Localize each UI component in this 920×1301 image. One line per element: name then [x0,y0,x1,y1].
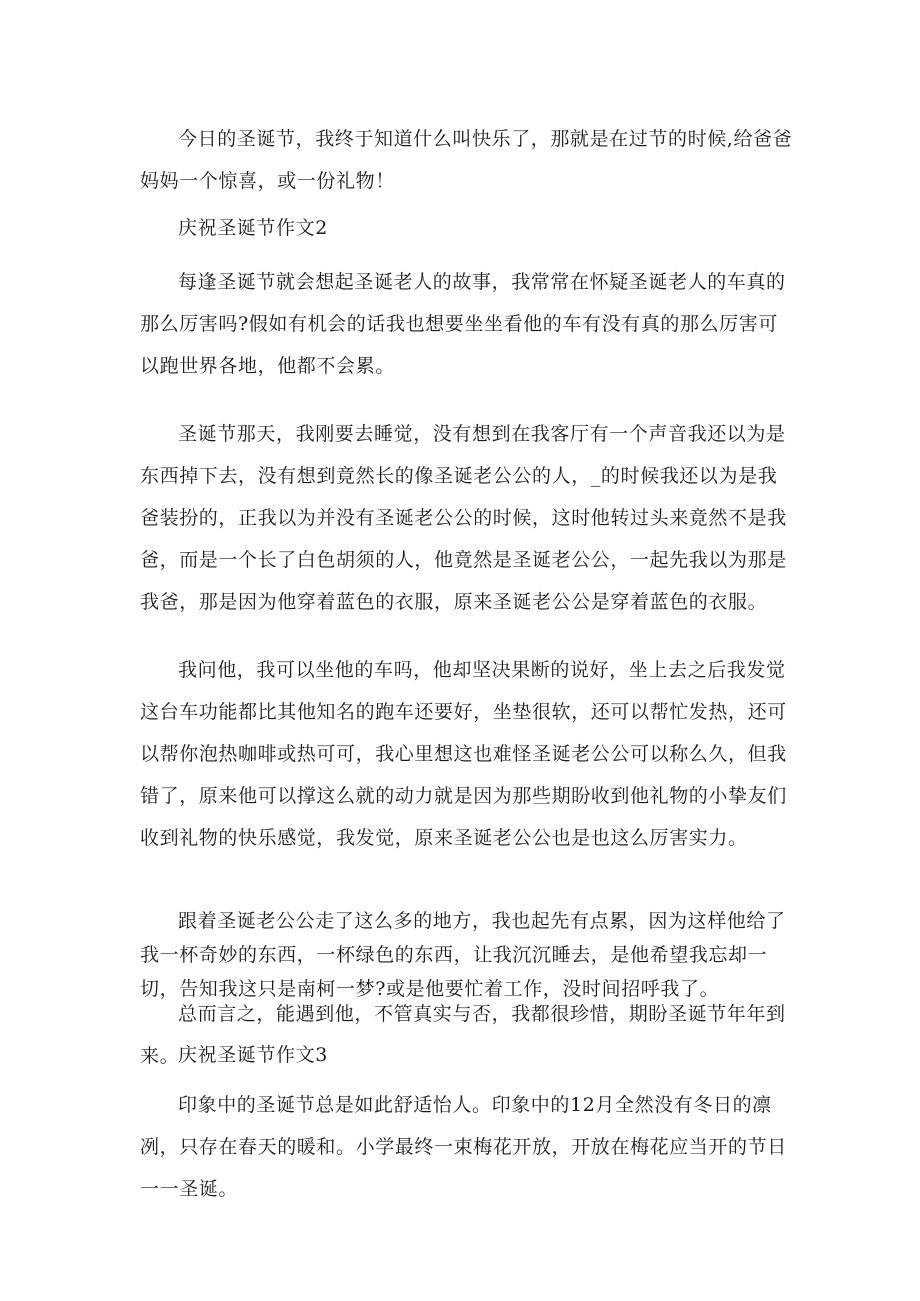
paragraph-essay-2-dream: 跟着圣诞老公公走了这么多的地方，我也起先有点累，因为这样他给了我一杯奇妙的东西，一杯绿色的东西，让我沉沉睡去，是他希望我忘却一切，告知我这只是南柯一梦?或是他要忙着工作，没时间招呼我了。 [140,910,786,1000]
paragraph-essay-2-christmas-night: 圣诞节那天，我刚要去睡觉，没有想到在我客厅有一个声音我还以为是东西掉下去，没有想到竟然长的像圣诞老公公的人，_的时候我还以为是我爸装扮的，正我以为并没有圣诞老公公的时候，这时他转过头来竟然不是我爸，而是一个长了白色胡须的人，他竟然是圣诞老公公，一起先我以为那是我爸，那是因为他穿着蓝色的衣服，原来圣诞老公公是穿着蓝色的衣服。 [140,423,787,613]
paragraph-essay-2-conclusion: 总而言之，能遇到他，不管真实与否，我都很珍惜，期盼圣诞节年年到来。 [140,1003,786,1067]
essay-heading-2: 庆祝圣诞节作文2 [178,217,328,239]
paragraph-essay-3-intro: 印象中的圣诞节总是如此舒适怡人。印象中的12月全然没有冬日的凛冽，只存在春天的暖和。小学最终一束梅花开放，开放在梅花应当开的节日一一圣诞。 [140,1094,787,1200]
paragraph-essay-2-intro: 每逢圣诞节就会想起圣诞老人的故事，我常常在怀疑圣诞老人的车真的那么厉害吗?假如有机会的话我也想要坐坐看他的车有没有真的那么厉害可以跑世界各地，他都不会累。 [140,271,786,377]
paragraph-closing-essay-1: 今日的圣诞节，我终于知道什么叫快乐了，那就是在过节的时候,给爸爸妈妈一个惊喜，或一份礼物！ [140,128,793,192]
paragraph-essay-2-sleigh-ride: 我问他，我可以坐他的车吗，他却坚决果断的说好，坐上去之后我发觉这台车功能都比其他知名的跑车还要好，坐垫很软，还可以帮忙发热，还可以帮你泡热咖啡或热可可，我心里想这也难怪圣诞老公公可以称么久，但我错了，原来他可以撑这么就的动力就是因为那些期盼收到他礼物的小挚友们收到礼物的快乐感觉，我发觉，原来圣诞老公公也是也这么厉害实力。 [140,659,787,849]
essay-heading-3: 庆祝圣诞节作文3 [178,1044,328,1066]
